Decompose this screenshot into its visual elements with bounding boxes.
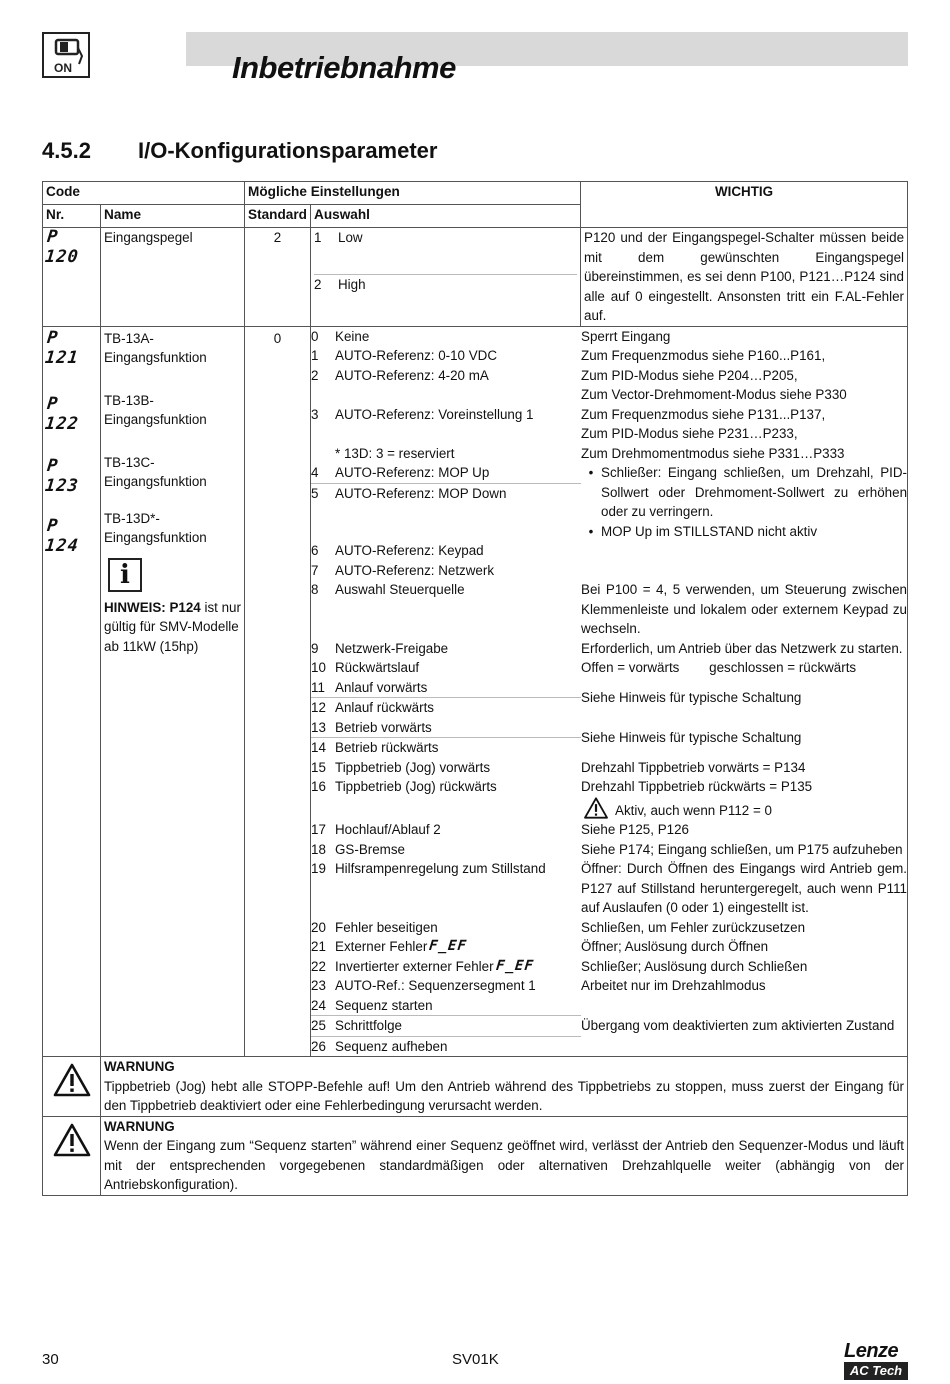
note-line: Drehzahl Tippbetrieb rückwärts = P135 — [581, 779, 813, 794]
param-code: P 120 — [44, 227, 80, 267]
option-item: 14 Betrieb rückwärts — [311, 737, 581, 758]
option-row: 1 Low — [314, 230, 363, 245]
note-line: Sperrt Eingang — [581, 328, 671, 344]
note-line: Arbeitet nur im Drehzahlmodus — [581, 978, 766, 993]
param-name: Eingangspegel — [101, 228, 245, 327]
option-row — [311, 463, 907, 541]
brand-logo-sub: AC Tech — [844, 1362, 908, 1380]
note-line: Zum PID-Modus siehe P231…P233, — [581, 426, 798, 441]
option-item: 23 AUTO-Ref.: Sequenzersegment 1 — [311, 978, 536, 993]
param-note: P120 und der Eingangspegel-Schalter müssen beide mit dem gewünschten Eingangspegel übereinstimmen, es sei denn P100, P121…P124 sind alle auf 0 eingestellt. Ansonsten tritt ein F.AL-Fehler auf. — [581, 228, 908, 327]
option-row — [311, 957, 907, 977]
note-line: Offen = vorwärts geschlossen = rückwärts — [581, 660, 857, 675]
hinweis-note: HINWEIS: P124 ist nur gültig für SMV-Modelle ab 11kW (15hp) — [104, 599, 241, 654]
param-standard: 2 — [245, 228, 311, 327]
option-row — [311, 405, 907, 444]
option-item: 20 Fehler beseitigen — [311, 919, 438, 935]
note-line: Siehe Hinweis für typische Schaltung — [581, 689, 802, 705]
header-name: Name — [101, 205, 245, 228]
header-selection: Auswahl — [311, 205, 581, 228]
option-row — [311, 327, 907, 347]
option-row — [311, 639, 907, 659]
option-item: 1 AUTO-Referenz: 0-10 VDC — [311, 348, 497, 363]
param-name: TB-13B- Eingangsfunktion — [104, 392, 207, 427]
bullet-item: • MOP Up im STILLSTAND nicht aktiv — [588, 523, 818, 539]
options-subtable — [311, 327, 907, 1057]
note-line — [581, 541, 907, 560]
option-row — [311, 580, 907, 639]
option-item: 22 Invertierter externer Fehler F_EF — [311, 957, 581, 977]
note-line: Bei P100 = 4, 5 verwenden, um Steuerung zwischen Klemmenleiste und lokalem oder externem Keypad zu wechseln. — [581, 582, 908, 636]
header-code: Code — [43, 182, 245, 205]
note-line — [581, 561, 907, 580]
note-line: Öffner: Durch Öffnen des Eingangs wird Antrieb gem. P127 auf Stillstand heruntergeregelt, auch wenn P111 auf Auslaufen (0 oder 1) eingestellt ist. — [581, 861, 908, 915]
option-row — [311, 541, 907, 561]
param-name: TB-13A- Eingangsfunktion — [104, 330, 207, 365]
option-item: 5 AUTO-Referenz: MOP Down — [311, 483, 581, 504]
brand-logo: Lenze — [844, 1340, 899, 1362]
fault-code: F_EF — [494, 957, 535, 974]
fault-code: F_EF — [428, 938, 468, 954]
table-row-p120 — [43, 228, 908, 327]
option-row — [311, 976, 907, 996]
note-line: Öffner; Auslösung durch Öffnen — [581, 939, 769, 954]
warning-icon — [583, 797, 609, 819]
option-item: 26 Sequenz aufheben — [311, 1036, 581, 1057]
option-item: 8 Auswahl Steuerquelle — [311, 582, 465, 597]
warning-icon — [53, 1123, 91, 1157]
note-line: Zum Vector-Drehmoment-Modus siehe P330 — [581, 387, 847, 402]
option-item: 13 Betrieb vorwärts — [311, 719, 432, 735]
option-row — [311, 678, 907, 718]
warning-row — [43, 1116, 908, 1195]
option-item: 7 AUTO-Referenz: Netzwerk — [311, 562, 495, 578]
option-row — [311, 937, 907, 957]
note-line: Siehe P174; Eingang schließen, um P175 aufzuheben — [581, 841, 903, 857]
note-line: Zum Frequenzmodus siehe P131...P137, — [581, 406, 826, 422]
warning-text: Wenn der Eingang zum “Sequenz starten” während einer Sequenz geöffnet wird, verlässt der Antrieb den Sequenzer-Modus und läuft mit der entsprechenden vorgegebenen standardmäßigen oder alternativen Drehzahlquelle weiter (abhängig von der Antriebskonfiguration). — [104, 1138, 905, 1192]
note-line: Zum PID-Modus siehe P204…P205, — [581, 367, 798, 383]
option-item: 18 GS-Bremse — [311, 841, 405, 857]
info-icon: i — [108, 558, 142, 592]
bullet-item: • Schließer: Eingang schließen, um Drehzahl, PID-Sollwert oder Drehmoment-Sollwert zu erhöhen oder zu verringern. — [588, 465, 908, 519]
header-important: WICHTIG — [581, 182, 908, 228]
note-line: Siehe Hinweis für typische Schaltung — [581, 729, 802, 745]
on-label: ON — [54, 61, 72, 75]
page-title: Inbetriebnahme — [232, 50, 456, 85]
note-line: Drehzahl Tippbetrieb vorwärts = P134 — [581, 759, 806, 775]
header-settings: Mögliche Einstellungen — [245, 182, 581, 205]
header-nr: Nr. — [43, 205, 101, 228]
page-number: 30 — [42, 1351, 59, 1368]
option-row: 2 High — [314, 274, 577, 295]
warning-icon — [53, 1063, 91, 1097]
option-row — [311, 561, 907, 581]
note-line: Zum Frequenzmodus siehe P160...P161, — [581, 348, 826, 363]
note-line: Schließer; Auslösung durch Schließen — [581, 958, 808, 974]
option-item: 11 Anlauf vorwärts — [311, 679, 428, 695]
param-name: TB-13C- Eingangsfunktion — [104, 454, 207, 489]
option-row — [311, 366, 907, 405]
option-item: 21 Externer Fehler F_EF — [311, 937, 581, 957]
param-code: P 121 — [44, 327, 80, 367]
param-code: P 122 — [44, 393, 80, 433]
param-name: TB-13D*- Eingangsfunktion — [104, 510, 207, 545]
option-row — [311, 918, 907, 938]
header-standard: Standard — [245, 205, 311, 228]
option-row — [311, 346, 907, 366]
option-row — [311, 840, 907, 860]
option-row — [311, 996, 907, 1057]
warning-title: WARNUNG — [104, 1118, 175, 1134]
option-item: 10 Rückwärtslauf — [311, 660, 420, 675]
option-row — [311, 758, 907, 778]
document-id: SV01K — [452, 1351, 499, 1368]
option-item: 4 AUTO-Referenz: MOP Up — [311, 465, 490, 480]
param-code: P 124 — [44, 515, 80, 555]
option-item: 2 AUTO-Referenz: 4-20 mA — [311, 367, 489, 383]
option-item: 15 Tippbetrieb (Jog) vorwärts — [311, 759, 491, 775]
note-line: Siehe P125, P126 — [581, 822, 689, 837]
power-switch-on-icon — [42, 32, 90, 78]
option-item: 0 Keine — [311, 328, 370, 344]
section-number: 4.5.2 — [42, 138, 91, 163]
option-item: 9 Netzwerk-Freigabe — [311, 640, 449, 656]
section-title: I/O-Konfigurationsparameter — [138, 138, 438, 163]
option-item: 12 Anlauf rückwärts — [311, 697, 581, 718]
option-item: 16 Tippbetrieb (Jog) rückwärts — [311, 779, 497, 794]
note-line: Schließen, um Fehler zurückzusetzen — [581, 919, 806, 935]
option-row — [311, 859, 907, 918]
warning-title: WARNUNG — [104, 1059, 175, 1074]
option-row — [311, 444, 907, 464]
option-item: 25 Schrittfolge — [311, 1015, 581, 1036]
option-item: 19 Hilfsrampenregelung zum Stillstand — [311, 861, 546, 876]
option-row — [311, 820, 907, 840]
option-row — [311, 777, 907, 820]
option-item: * 13D: 3 = reserviert — [335, 445, 455, 461]
option-item: 3 AUTO-Referenz: Voreinstellung 1 — [311, 406, 534, 422]
note-line: Erforderlich, um Antrieb über das Netzwerk zu starten. — [581, 640, 903, 656]
note-line: Zum Drehmomentmodus siehe P331…P333 — [581, 445, 845, 461]
param-standard: 0 — [245, 326, 311, 1057]
option-row — [311, 658, 907, 678]
table-row-p121-p124 — [43, 326, 908, 1057]
option-item: 6 AUTO-Referenz: Keypad — [311, 543, 484, 558]
note-line: Aktiv, auch wenn P112 = 0 — [581, 797, 907, 821]
option-item: 24 Sequenz starten — [311, 997, 433, 1013]
option-item: 17 Hochlauf/Ablauf 2 — [311, 822, 441, 837]
warning-row — [43, 1057, 908, 1117]
warning-text: Tippbetrieb (Jog) hebt alle STOPP-Befehle auf! Um den Antrieb während des Tippbetriebs zu stoppen, muss zuerst der Eingang für den Tippbetrieb deaktiviert oder eine Fehlerbedingung verursacht werden. — [104, 1078, 905, 1113]
option-row — [311, 718, 907, 758]
note-line: Übergang vom deaktivierten zum aktivierten Zustand — [581, 1018, 895, 1033]
parameter-table — [42, 181, 908, 1196]
param-code: P 123 — [44, 455, 80, 495]
